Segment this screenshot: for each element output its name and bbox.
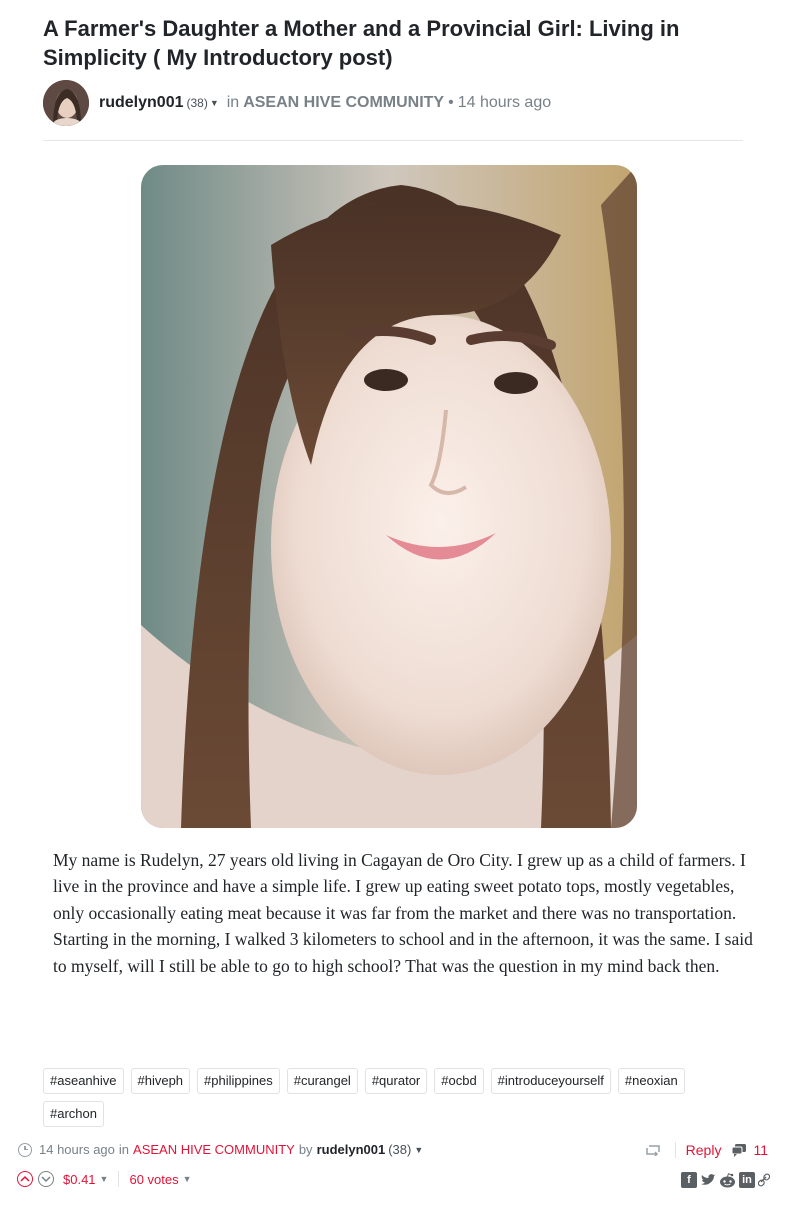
payout-value[interactable]: $0.41 <box>63 1171 96 1187</box>
payout-chevron-icon[interactable]: ▼ <box>99 1174 109 1184</box>
footer-by-label: by <box>298 1142 313 1157</box>
comment-count[interactable]: 11 <box>753 1142 768 1158</box>
author-avatar[interactable] <box>43 80 89 126</box>
tag-item[interactable]: #archon <box>43 1101 104 1127</box>
tag-item[interactable]: #hiveph <box>131 1068 191 1094</box>
author-reputation: (38) <box>186 96 208 110</box>
tag-item[interactable]: #ocbd <box>434 1068 483 1094</box>
footer-author-reputation: (38) <box>388 1142 412 1157</box>
tag-item[interactable]: #neoxian <box>618 1068 685 1094</box>
post-footer-actions <box>0 1170 800 1192</box>
post-title: A Farmer's Daughter a Mother and a Provincial Girl: Living in Simplicity ( My Introductory post) <box>43 16 680 70</box>
footer-author-chevron-icon[interactable]: ▼ <box>414 1144 424 1155</box>
comment-bubble-icon[interactable] <box>731 1143 747 1157</box>
footer-in-label: in <box>118 1142 130 1157</box>
facebook-icon[interactable]: f <box>681 1172 697 1188</box>
in-label: in <box>226 94 240 111</box>
footer-time: 14 hours ago <box>39 1142 115 1157</box>
tag-item[interactable]: #philippines <box>197 1068 280 1094</box>
tag-item[interactable]: #aseanhive <box>43 1068 124 1094</box>
reddit-icon[interactable] <box>719 1173 736 1188</box>
post-header <box>43 80 743 126</box>
reblog-icon[interactable] <box>645 1144 661 1156</box>
upvote-icon[interactable] <box>17 1171 33 1187</box>
tag-item[interactable]: #introduceyourself <box>491 1068 611 1094</box>
share-icons <box>681 1172 770 1188</box>
post-image <box>141 165 637 828</box>
downvote-icon[interactable] <box>38 1171 54 1187</box>
author-menu-chevron-icon[interactable]: ▼ <box>209 98 219 108</box>
footer-author-name[interactable]: rudelyn001 <box>316 1142 386 1157</box>
post-footer-meta <box>0 1140 800 1162</box>
tag-list <box>43 1068 743 1127</box>
reply-button[interactable]: Reply <box>685 1142 722 1158</box>
footer-vote-divider <box>118 1171 119 1187</box>
footer-divider <box>675 1142 676 1158</box>
community-link[interactable]: ASEAN HIVE COMMUNITY <box>243 94 445 111</box>
linkedin-icon[interactable]: in <box>739 1172 755 1188</box>
author-name[interactable]: rudelyn001 <box>99 94 184 111</box>
footer-community-link[interactable]: ASEAN HIVE COMMUNITY <box>133 1142 295 1157</box>
post-meta <box>99 94 551 112</box>
tag-item[interactable]: #curangel <box>287 1068 358 1094</box>
vote-count[interactable]: 60 votes <box>129 1171 179 1187</box>
separator-dot: • <box>448 94 454 111</box>
votes-chevron-icon[interactable]: ▼ <box>182 1174 192 1184</box>
header-divider <box>43 140 743 141</box>
link-icon[interactable] <box>758 1173 770 1187</box>
post-time: 14 hours ago <box>457 94 552 111</box>
post-body: My name is Rudelyn, 27 years old living in Cagayan de Oro City. I grew up as a child of farmers. I live in the province and have a simple life. I grew up eating sweet potato tops, mostly vegetables, only occasionally eating meat because it was far from the market and there was no transportation. Starting in the morning, I walked 3 kilometers to school and in the afternoon, it was the same. I said to myself, will I still be able to go to high school? That was the question in my mind back then. <box>53 850 753 976</box>
twitter-icon[interactable] <box>700 1173 716 1187</box>
tag-item[interactable]: #qurator <box>365 1068 427 1094</box>
clock-icon <box>18 1143 32 1157</box>
